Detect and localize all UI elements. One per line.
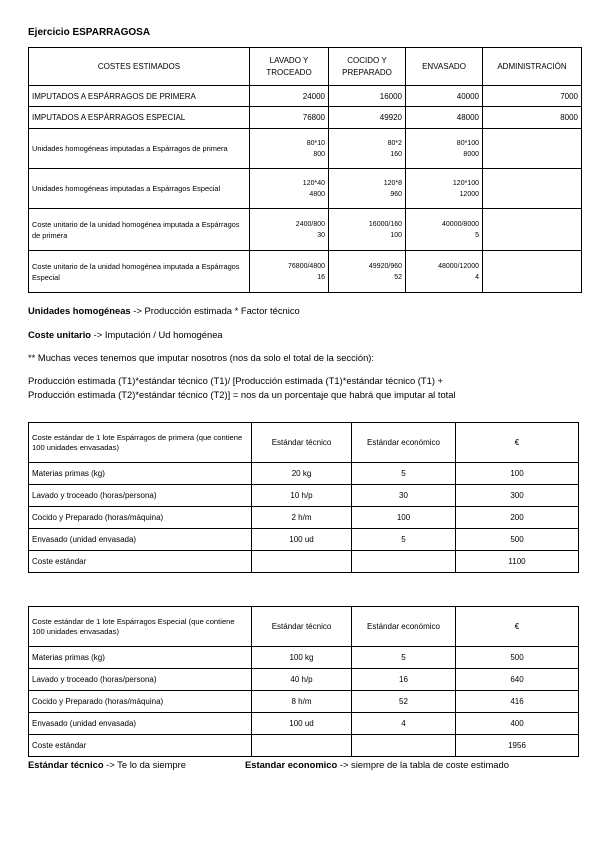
value-cell: 8 h/m <box>252 691 352 713</box>
row-label: Envasado (unidad envasada) <box>29 713 252 735</box>
value-cell: 100 kg <box>252 647 352 669</box>
value-cell: 640 <box>456 669 579 691</box>
formula-text: 80*2 <box>387 139 402 147</box>
header-cell: Coste estándar de 1 lote Espárragos Especial (que contiene 100 unidades envasadas) <box>29 607 252 647</box>
result-text: 4800 <box>309 190 325 198</box>
table-row <box>29 86 582 107</box>
header-cell: Estándar técnico <box>252 607 352 647</box>
value-cell: 5 <box>352 463 456 485</box>
table-row <box>29 251 582 293</box>
value-cell <box>352 735 456 757</box>
value-cell: 500 <box>456 647 579 669</box>
table-row <box>29 129 582 169</box>
header-cell: COSTES ESTIMADOS <box>29 48 250 86</box>
header-cell: € <box>456 607 579 647</box>
formula-text: 49920/960 <box>368 262 402 270</box>
note-term: Estándar técnico <box>28 759 104 770</box>
note-text: -> Te lo da siempre <box>103 759 186 770</box>
value-cell: 10 h/p <box>252 485 352 507</box>
result-text: 160 <box>390 150 402 158</box>
row-label: IMPUTADOS A ESPÁRRAGOS ESPECIAL <box>29 107 250 129</box>
standard-cost-table-primera <box>28 422 579 573</box>
note-text: -> Producción estimada * Factor técnico <box>130 305 300 316</box>
result-text: 5 <box>475 231 479 239</box>
note-formula-line-2: Producción estimada (T2)*estándar técnico (T2)] = nos da un porcentaje que habrá que imputar al total <box>28 389 456 400</box>
note-coste-unitario <box>28 328 223 341</box>
row-label: Coste unitario de la unidad homogénea imputada a Espárragos de primera <box>29 209 250 251</box>
table-row <box>29 485 579 507</box>
header-cell: Estándar económico <box>352 423 456 463</box>
value-cell: 30 <box>352 485 456 507</box>
note-formula-line-1: Producción estimada (T1)*estándar técnico (T1)/ [Producción estimada (T1)*estándar técnico (T1) + <box>28 375 444 386</box>
result-text: 52 <box>394 273 402 281</box>
note-term: Coste unitario <box>28 329 92 340</box>
standard-cost-table-especial <box>28 606 579 757</box>
total-value: 1100 <box>456 551 579 573</box>
row-label: Cocido y Preparado (horas/máquina) <box>29 691 252 713</box>
value-cell: 7000 <box>483 86 582 107</box>
row-label: Coste estándar <box>29 551 252 573</box>
formula-text: 120*40 <box>302 179 325 187</box>
result-text: 16 <box>317 273 325 281</box>
total-value: 1956 <box>456 735 579 757</box>
costes-estimados-table <box>28 47 582 293</box>
header-cell: € <box>456 423 579 463</box>
value-cell: 40000 <box>406 86 483 107</box>
table-row <box>29 529 579 551</box>
formula-text: 40000/8000 <box>442 220 479 228</box>
value-cell: 40 h/p <box>252 669 352 691</box>
note-text: -> Imputación / Ud homogénea <box>91 329 223 340</box>
table-row <box>29 463 579 485</box>
value-cell: 400 <box>456 713 579 735</box>
value-cell: 100 ud <box>252 713 352 735</box>
page-title: Ejercicio ESPARRAGOSA <box>28 27 151 38</box>
result-text: 30 <box>317 231 325 239</box>
value-cell: 100 ud <box>252 529 352 551</box>
value-cell: 500 <box>456 529 579 551</box>
table-header-row <box>29 423 579 463</box>
result-text: 960 <box>390 190 402 198</box>
value-cell <box>252 735 352 757</box>
total-row <box>29 735 579 757</box>
header-cell: Coste estándar de 1 lote Espárragos de primera (que contiene 100 unidades envasadas) <box>29 423 252 463</box>
table-row <box>29 169 582 209</box>
formula-text: 80*100 <box>456 139 479 147</box>
formula-text: 80*10 <box>306 139 325 147</box>
table-row <box>29 107 582 129</box>
value-cell: 48000 <box>406 107 483 129</box>
total-row <box>29 551 579 573</box>
formula-text: 2400/800 <box>295 220 325 228</box>
row-label: Cocido y Preparado (horas/máquina) <box>29 507 252 529</box>
formula-text: 120*100 <box>452 179 479 187</box>
note-term: Unidades homogéneas <box>28 305 131 316</box>
footer-note-estandar-tecnico <box>28 759 186 770</box>
table-row <box>29 713 579 735</box>
value-cell: 8000 <box>483 107 582 129</box>
table-row <box>29 507 579 529</box>
value-cell: 5 <box>352 529 456 551</box>
note-text: -> siempre de la tabla de coste estimado <box>337 759 509 770</box>
value-cell <box>252 551 352 573</box>
value-cell: 2 h/m <box>252 507 352 529</box>
value-cell: 16 <box>352 669 456 691</box>
value-cell: 300 <box>456 485 579 507</box>
formula-text: 16000/160 <box>368 220 402 228</box>
result-text: 800 <box>313 150 325 158</box>
table-row <box>29 647 579 669</box>
value-cell: 100 <box>352 507 456 529</box>
value-cell: 100 <box>456 463 579 485</box>
result-text: 4 <box>475 273 479 281</box>
row-label: Materias primas (kg) <box>29 647 252 669</box>
row-label: Unidades homogéneas imputadas a Espárragos Especial <box>29 169 250 209</box>
value-cell: 416 <box>456 691 579 713</box>
table-row <box>29 209 582 251</box>
table-row <box>29 691 579 713</box>
value-cell: 16000 <box>329 86 406 107</box>
note-unidades-homogeneas <box>28 304 300 317</box>
value-cell: 20 kg <box>252 463 352 485</box>
row-label: Envasado (unidad envasada) <box>29 529 252 551</box>
row-label: Lavado y troceado (horas/persona) <box>29 669 252 691</box>
formula-text: 120*8 <box>383 179 402 187</box>
value-cell: 76800 <box>250 107 329 129</box>
table-row <box>29 669 579 691</box>
value-cell: 5 <box>352 647 456 669</box>
header-cell: ADMINISTRACIÓN <box>483 48 582 86</box>
row-label: Unidades homogéneas imputadas a Espárragos de primera <box>29 129 250 169</box>
value-cell <box>352 551 456 573</box>
formula-text: 48000/12000 <box>438 262 479 270</box>
result-text: 12000 <box>459 190 479 198</box>
header-cell: LAVADO Y TROCEADO <box>250 48 329 86</box>
footer-note-estandar-economico <box>245 759 509 770</box>
header-cell: Estándar técnico <box>252 423 352 463</box>
header-cell: COCIDO Y PREPARADO <box>329 48 406 86</box>
note-imputar: ** Muchas veces tenemos que imputar nosotros (nos da solo el total de la sección): <box>28 352 375 363</box>
table-header-row <box>29 48 582 86</box>
row-label: Lavado y troceado (horas/persona) <box>29 485 252 507</box>
value-cell: 24000 <box>250 86 329 107</box>
row-label: Coste unitario de la unidad homogénea imputada a Espárragos Especial <box>29 251 250 293</box>
header-cell: ENVASADO <box>406 48 483 86</box>
result-text: 8000 <box>463 150 479 158</box>
row-label: Materias primas (kg) <box>29 463 252 485</box>
result-text: 100 <box>390 231 402 239</box>
formula-text: 76800/4800 <box>288 262 325 270</box>
value-cell: 200 <box>456 507 579 529</box>
table-header-row <box>29 607 579 647</box>
row-label: Coste estándar <box>29 735 252 757</box>
note-term: Estandar economico <box>245 759 338 770</box>
value-cell: 49920 <box>329 107 406 129</box>
header-cell: Estándar económico <box>352 607 456 647</box>
value-cell: 52 <box>352 691 456 713</box>
value-cell: 4 <box>352 713 456 735</box>
row-label: IMPUTADOS A ESPÁRRAGOS DE PRIMERA <box>29 86 250 107</box>
